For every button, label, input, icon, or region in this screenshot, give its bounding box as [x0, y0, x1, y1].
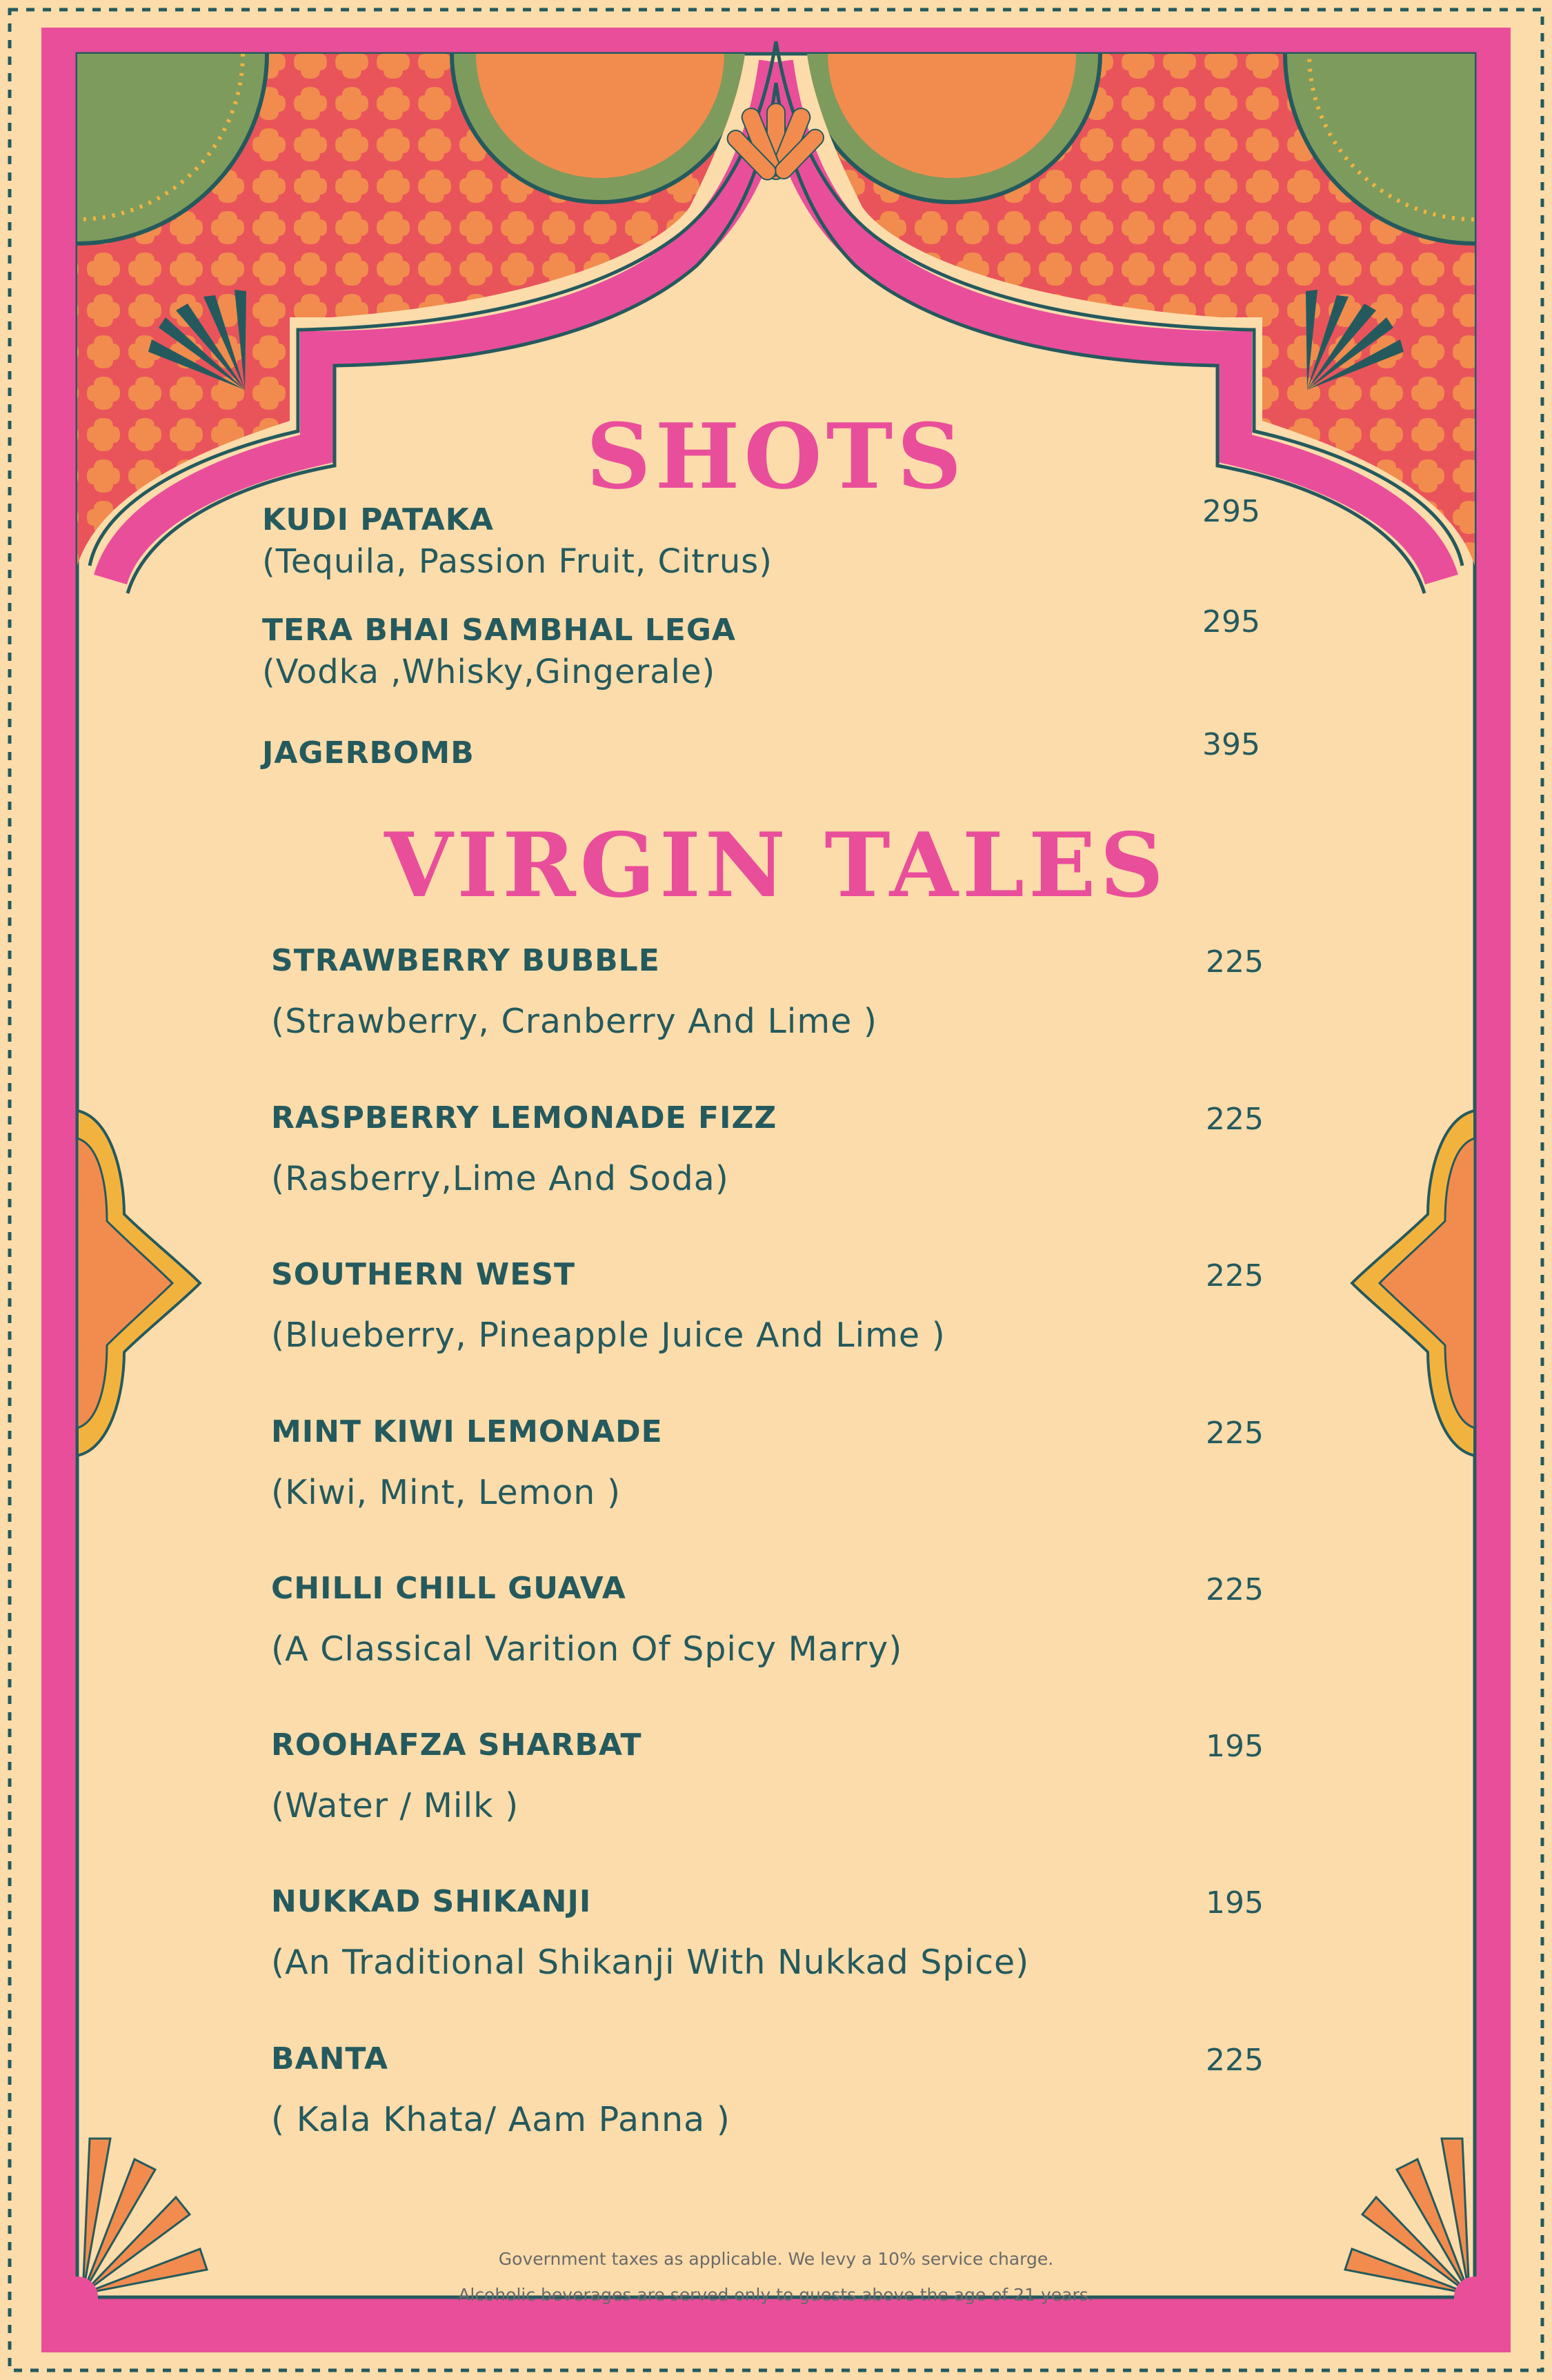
item-price: 225	[1206, 1258, 1264, 1293]
item-price: 225	[1206, 944, 1264, 980]
item-name: CHILLI CHILL GUAVA	[271, 1571, 626, 1606]
item-description: (A Classical Varition Of Spicy Marry)	[271, 1629, 903, 1669]
item-name: JAGERBOMB	[262, 735, 475, 771]
footer-age-note: Alcoholic beverages are served only to guests above the age of 21 years.	[458, 2285, 1094, 2305]
item-name: TERA BHAI SAMBHAL LEGA	[262, 613, 736, 648]
item-price: 195	[1206, 1885, 1264, 1921]
footer-tax-note: Government taxes as applicable. We levy a 10% service charge.	[498, 2249, 1054, 2269]
item-name: NUKKAD SHIKANJI	[271, 1884, 592, 1919]
item-price: 295	[1202, 604, 1260, 639]
item-description: (Rasberry,Lime And Soda)	[271, 1159, 729, 1198]
item-name: STRAWBERRY BUBBLE	[271, 943, 660, 978]
item-description: (Water / Milk )	[271, 1786, 519, 1825]
item-price: 225	[1206, 1102, 1264, 1137]
item-price: 225	[1206, 1572, 1264, 1607]
item-description: (Kiwi, Mint, Lemon )	[271, 1473, 621, 1512]
item-name: ROOHAFZA SHARBAT	[271, 1727, 642, 1763]
item-name: BANTA	[271, 2041, 389, 2076]
item-description: ( Kala Khata/ Aam Panna )	[271, 2100, 730, 2139]
item-name: KUDI PATAKA	[262, 502, 494, 537]
item-price: 295	[1202, 494, 1260, 529]
item-name: RASPBERRY LEMONADE FIZZ	[271, 1100, 777, 1136]
shots-heading: SHOTS	[586, 404, 966, 509]
item-price: 195	[1206, 1729, 1264, 1764]
item-name: SOUTHERN WEST	[271, 1257, 576, 1292]
item-description: (An Traditional Shikanji With Nukkad Spice)	[271, 1943, 1030, 1982]
item-description: (Tequila, Passion Fruit, Citrus)	[262, 542, 773, 581]
item-description: (Blueberry, Pineapple Juice And Lime )	[271, 1316, 946, 1355]
item-price: 395	[1202, 727, 1260, 762]
item-name: MINT KIWI LEMONADE	[271, 1414, 663, 1449]
item-price: 225	[1206, 2043, 1264, 2078]
item-description: (Vodka ,Whisky,Gingerale)	[262, 653, 716, 691]
virgin-tales-heading: VIRGIN TALES	[384, 814, 1168, 918]
item-description: (Strawberry, Cranberry And Lime )	[271, 1002, 877, 1041]
item-price: 225	[1206, 1416, 1264, 1451]
